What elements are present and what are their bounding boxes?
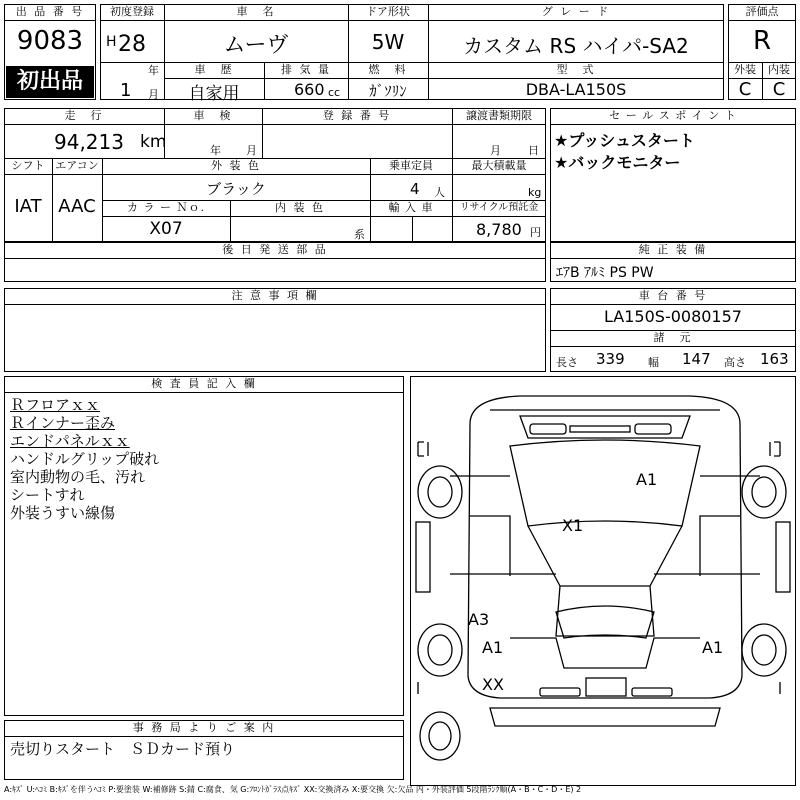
notes-label: 注 意 事 項 欄: [231, 289, 319, 302]
lot-label: 出 品 番 号: [15, 5, 85, 18]
transfer-day-unit: 日: [528, 144, 539, 157]
remark-line: エンドパネルｘｘ: [10, 432, 130, 450]
grade-value: カスタム RS ハイパ-SA2: [463, 34, 689, 58]
history-value: 自家用: [188, 84, 240, 104]
door-value: 5W: [371, 30, 405, 54]
length-value: 339: [596, 350, 625, 368]
capacity-label: 乗車定員: [389, 159, 433, 172]
remark-line: Ｒフロアｘｘ: [10, 396, 101, 414]
model-label: 型 式: [556, 63, 596, 76]
office-note: 売切りスタート ＳＤカード預り: [10, 740, 236, 758]
height-value: 163: [760, 350, 789, 368]
office-label: 事 務 局 よ り ご 案 内: [132, 721, 276, 734]
displacement-unit: cc: [328, 86, 341, 99]
exterior-score-label: 外装: [734, 63, 756, 76]
car-name: ムーヴ: [223, 33, 289, 58]
door-label: ドア形状: [366, 5, 410, 18]
first-reg-year: 28: [118, 32, 146, 57]
month-unit: 月: [148, 88, 159, 101]
first-listing-badge: 初出品: [6, 66, 94, 98]
grade-label: グ レ ー ド: [541, 5, 611, 18]
sales-point-2: ★バックモニター: [554, 153, 681, 172]
remark-line: Ｒインナー歪み: [10, 414, 116, 432]
recycle-label: リサイクル預託金: [459, 202, 539, 213]
exterior-score: C: [738, 79, 752, 100]
model-value: DBA-LA150S: [525, 80, 627, 99]
lot-number: 9083: [16, 26, 84, 56]
exterior-color-value: ブラック: [206, 180, 266, 198]
inspection-year-unit: 年: [210, 144, 221, 157]
capacity-unit: 人: [434, 186, 445, 199]
recycle-unit: 円: [530, 226, 541, 239]
parts-later-label: 後 日 発 送 部 品: [222, 243, 328, 256]
diagram-mark: A3: [468, 610, 490, 629]
transfer-deadline-label: 譲渡書類期限: [466, 109, 532, 122]
sales-point-1: ★プッシュスタート: [554, 131, 695, 150]
width-value: 147: [682, 350, 711, 368]
interior-color-unit: 系: [354, 228, 365, 241]
interior-score: C: [772, 79, 786, 100]
inspector-label: 検 査 員 記 入 欄: [151, 377, 257, 390]
diagram-mark: A1: [482, 638, 504, 657]
displacement-value: 660: [294, 80, 325, 99]
mileage-value: 94,213: [54, 130, 124, 154]
transfer-month-unit: 月: [490, 144, 501, 157]
equipment-label: 純 正 装 備: [638, 243, 708, 256]
inspector-remarks: [10, 396, 159, 522]
diagram-mark: X1: [562, 516, 584, 535]
remark-line: 外装うすい線傷: [10, 504, 116, 522]
inspection-month-unit: 月: [246, 144, 257, 157]
year-unit: 年: [148, 64, 159, 77]
history-label: 車 歴: [194, 63, 234, 76]
remark-line: シートすれ: [10, 486, 85, 504]
equipment-value: ｴｱB ｱﾙﾐ PS PW: [556, 265, 654, 281]
import-label: 輸 入 車: [388, 201, 434, 214]
first-reg-label: 初度登録: [110, 5, 154, 18]
max-load-unit: kg: [528, 186, 542, 199]
score-value: R: [752, 26, 772, 56]
recycle-value: 8,780: [476, 220, 522, 239]
car-name-label: 車 名: [236, 5, 276, 18]
max-load-label: 最大積載量: [471, 159, 527, 172]
diagram-mark: A1: [636, 470, 658, 489]
shift-value: IAT: [14, 196, 42, 217]
exterior-color-label: 外 装 色: [211, 159, 261, 172]
remark-line: 室内動物の毛、汚れ: [10, 468, 146, 486]
fuel-value: ｶﾞｿﾘﾝ: [369, 82, 407, 100]
details-block: [4, 108, 546, 242]
diagram-mark: A1: [702, 638, 724, 657]
displacement-label: 排 気 量: [281, 63, 331, 76]
interior-score-label: 内装: [768, 63, 790, 76]
legend: A:ｷｽﾞ U:ﾍｺﾐ B:ｷｽﾞを伴うﾍｺﾐ P:要塗装 W:補修跡 S:錆 C:腐食、気 G:ﾌﾛﾝﾄｶﾞﾗｽ点ｷｽﾞ XX:交換済み X:要交換 欠:欠品 内・外装評価 5段階ﾗﾝｸ順(A・B・C・D・E) 2: [4, 785, 582, 794]
height-label: 高さ: [724, 356, 746, 369]
remark-line: ハンドルグリップ破れ: [10, 450, 160, 468]
color-no-label: カ ラ ー Ｎｏ.: [127, 201, 205, 214]
aircon-label: エアコン: [55, 159, 99, 172]
chassis-value: LA150S-0080157: [604, 307, 742, 326]
width-label: 幅: [648, 356, 659, 369]
registration-label: 登 録 番 号: [322, 109, 392, 122]
era: H: [106, 34, 117, 50]
car-diagram: [410, 376, 796, 786]
score-label: 評価点: [745, 5, 779, 18]
specs-label: 諸 元: [653, 331, 693, 344]
inspection-label: 車 検: [193, 109, 233, 122]
capacity-value: 4: [410, 180, 420, 198]
mileage-unit: km: [140, 132, 167, 152]
sales-points-label: セ ー ル ス ポ イ ン ト: [609, 109, 737, 122]
mileage-label: 走 行: [64, 109, 104, 122]
chassis-label: 車 台 番 号: [638, 289, 708, 302]
length-label: 長さ: [556, 356, 578, 369]
shift-label: シフト: [11, 159, 45, 172]
first-reg-month: 1: [120, 80, 132, 101]
diagram-mark: XX: [482, 675, 504, 694]
fuel-label: 燃 料: [368, 63, 408, 76]
interior-color-label: 内 装 色: [275, 201, 325, 214]
aircon-value: AAC: [58, 196, 96, 217]
color-no-value: X07: [149, 219, 183, 239]
